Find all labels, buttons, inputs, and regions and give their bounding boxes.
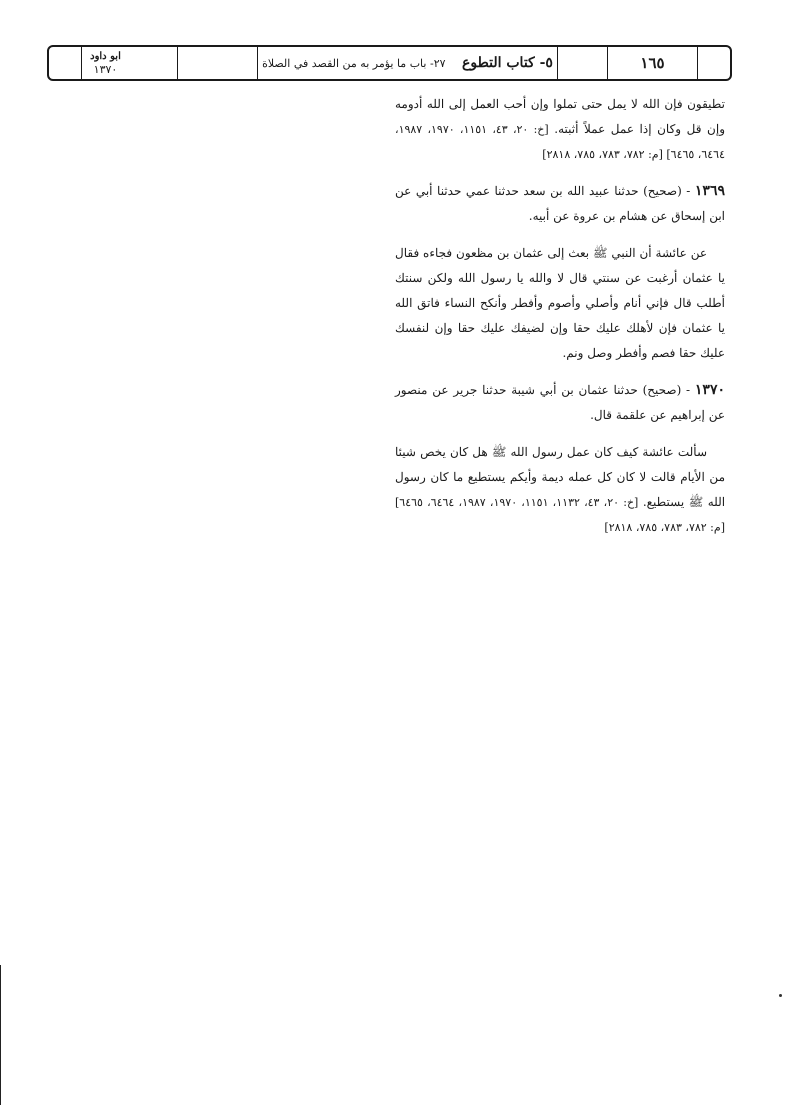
hadith-grade: - (صحيح) — [642, 383, 691, 397]
hadith-1370-isnad — [395, 378, 725, 428]
hadith-1370-matn — [395, 440, 725, 540]
hadith-number: ١٣٧٠ — [694, 382, 725, 398]
continuation-text: تطيقون فإن الله لا يمل حتى تملوا وإن أحب العمل إلى الله أدومه وإن قل وكان إذا عمل عملاً أثبته. — [395, 97, 725, 136]
book-name: ابو داود — [90, 51, 121, 62]
continuation-reference: [خ: ٢٠، ٤٣، ١١٥١، ١٩٧٠، ١٩٨٧، ٦٤٦٤، ٦٤٦٥] [م: ٧٨٢، ٧٨٣، ٧٨٥، ٢٨١٨] — [395, 123, 725, 161]
scan-speck — [779, 994, 782, 997]
hadith-1369-matn — [395, 241, 725, 366]
chapter-title: ٥- كتاب التطوع — [462, 55, 553, 71]
book-label-cell — [81, 47, 129, 79]
running-header — [47, 45, 732, 81]
matn-text: سألت عائشة كيف كان عمل رسول الله ﷺ هل كان يخص شيئا من الأيام قالت لا كان كل عمله ديمة وأيكم يستطيع ما كان رسول الله ﷺ يستطيع. — [395, 445, 726, 509]
hadith-reference: [خ: ٢٠، ٤٣، ١١٣٢، ١١٥١، ١٩٧٠، ١٩٨٧، ٦٤٦٤، ٦٤٦٥] [م: ٧٨٢، ٧٨٣، ٧٨٥، ٢٨١٨] — [395, 496, 725, 534]
page-number: ١٦٥ — [607, 47, 697, 79]
chapter-subtitle: ٢٧- باب ما يؤمر به من القصد في الصلاة — [262, 57, 446, 70]
matn-text: عن عائشة أن النبي ﷺ بعث إلى عثمان بن مظعون فجاءه فقال يا عثمان أرغبت عن سنتي قال لا والله يا رسول الله ولكن سنتك أطلب قال فإني أنام وأصلي وأصوم وأفطر وأنكح النساء فاتق الله يا عثمان فإن لأهلك عليك حقا وإن لضيفك عليك حقا وإن لنفسك عليك حقا فصم وأفطر وصل ونم. — [395, 246, 725, 360]
hadith-number: ١٣٦٩ — [694, 183, 725, 199]
isnad-text: حدثنا عثمان بن أبي شيبة حدثنا جرير عن منصور عن إبراهيم عن علقمة قال. — [395, 383, 725, 422]
header-divider — [697, 47, 698, 79]
page-edge-line — [0, 965, 1, 1105]
hadith-grade: - (صحيح) — [643, 184, 691, 198]
header-divider — [177, 47, 178, 79]
isnad-text: حدثنا عبيد الله بن سعد حدثنا عمي حدثنا أبي عن ابن إسحاق عن هشام بن عروة عن أبيه. — [395, 184, 725, 223]
page-body — [395, 92, 725, 552]
hadith-1369-isnad — [395, 179, 725, 229]
book-hadith-number: ١٣٧٠ — [93, 63, 118, 76]
header-divider — [557, 47, 607, 79]
chapter-cell — [257, 47, 557, 79]
continuation-paragraph — [395, 92, 725, 167]
